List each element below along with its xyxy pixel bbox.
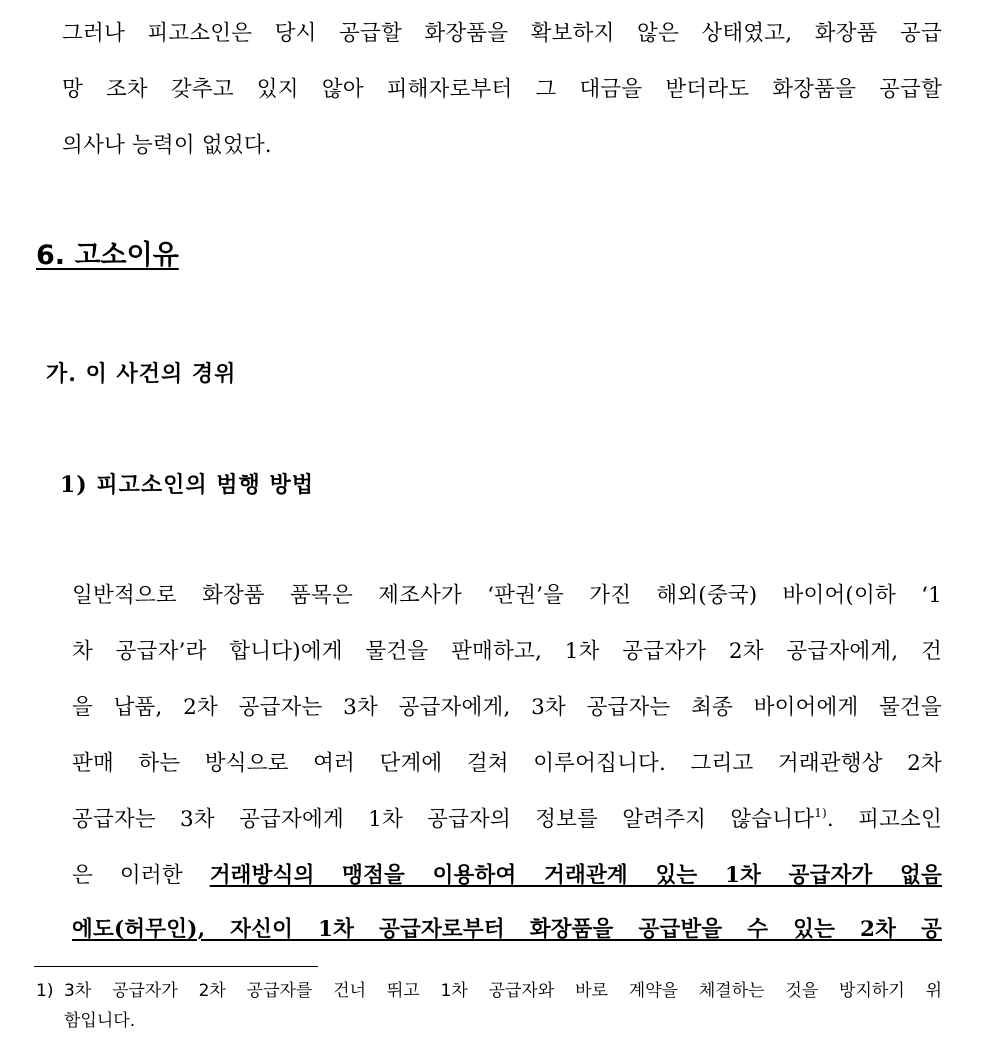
footnote-separator (34, 966, 318, 967)
body-line-3: 을 납품, 2차 공급자는 3차 공급자에게, 3차 공급자는 최종 바이어에게 물건을 (72, 695, 942, 720)
body-line-6-emphasis: 거래방식의 맹점을 이용하여 거래관계 있는 1차 공급자가 없음 (209, 863, 942, 888)
footnote-line-2: 함입니다. (64, 1011, 136, 1031)
body-line-5-text: 공급자는 3차 공급자에게 1차 공급자의 정보를 알려주지 않습니다 (72, 807, 815, 832)
body-line-6 (72, 861, 942, 891)
intro-line-2: 망 조차 갖추고 있지 않아 피해자로부터 그 대금을 받더라도 화장품을 공급할 (62, 77, 942, 102)
sub-subsection-heading: 1) 피고소인의 범행 방법 (60, 472, 314, 498)
body-line-6-plain: 은 이러한 (72, 863, 210, 888)
footnote-reference[interactable]: 1) (814, 806, 827, 820)
intro-line-1: 그러나 피고소인은 당시 공급할 화장품을 확보하지 않은 상태였고, 화장품 공급 (62, 21, 942, 46)
body-line-4: 판매 하는 방식으로 여러 단계에 걸쳐 이루어집니다. 그리고 거래관행상 2차 (72, 751, 942, 776)
body-line-5 (72, 805, 942, 835)
body-line-7 (72, 915, 942, 945)
intro-line-3: 의사나 능력이 없었다. (62, 133, 272, 158)
body-line-1: 일반적으로 화장품 품목은 제조사가 ‘판권’을 가진 해외(중국) 바이어(이하 ‘1 (72, 583, 942, 608)
footnote-number: 1) (36, 981, 54, 1001)
body-line-7-emphasis: 에도(허무인), 자신이 1차 공급자로부터 화장품을 공급받을 수 있는 2차 공 (72, 917, 942, 942)
section-heading: 6. 고소이유 (36, 240, 179, 271)
body-line-2: 차 공급자’라 합니다)에게 물건을 판매하고, 1차 공급자가 2차 공급자에게, 건 (72, 639, 942, 664)
body-line-5-tail: . 피고소인 (826, 807, 942, 832)
subsection-heading: 가. 이 사건의 경위 (46, 361, 237, 387)
footnote-line-1: 3차 공급자가 2차 공급자를 건너 뛰고 1차 공급자와 바로 계약을 체결하는 것을 방지하기 위 (64, 981, 942, 1001)
